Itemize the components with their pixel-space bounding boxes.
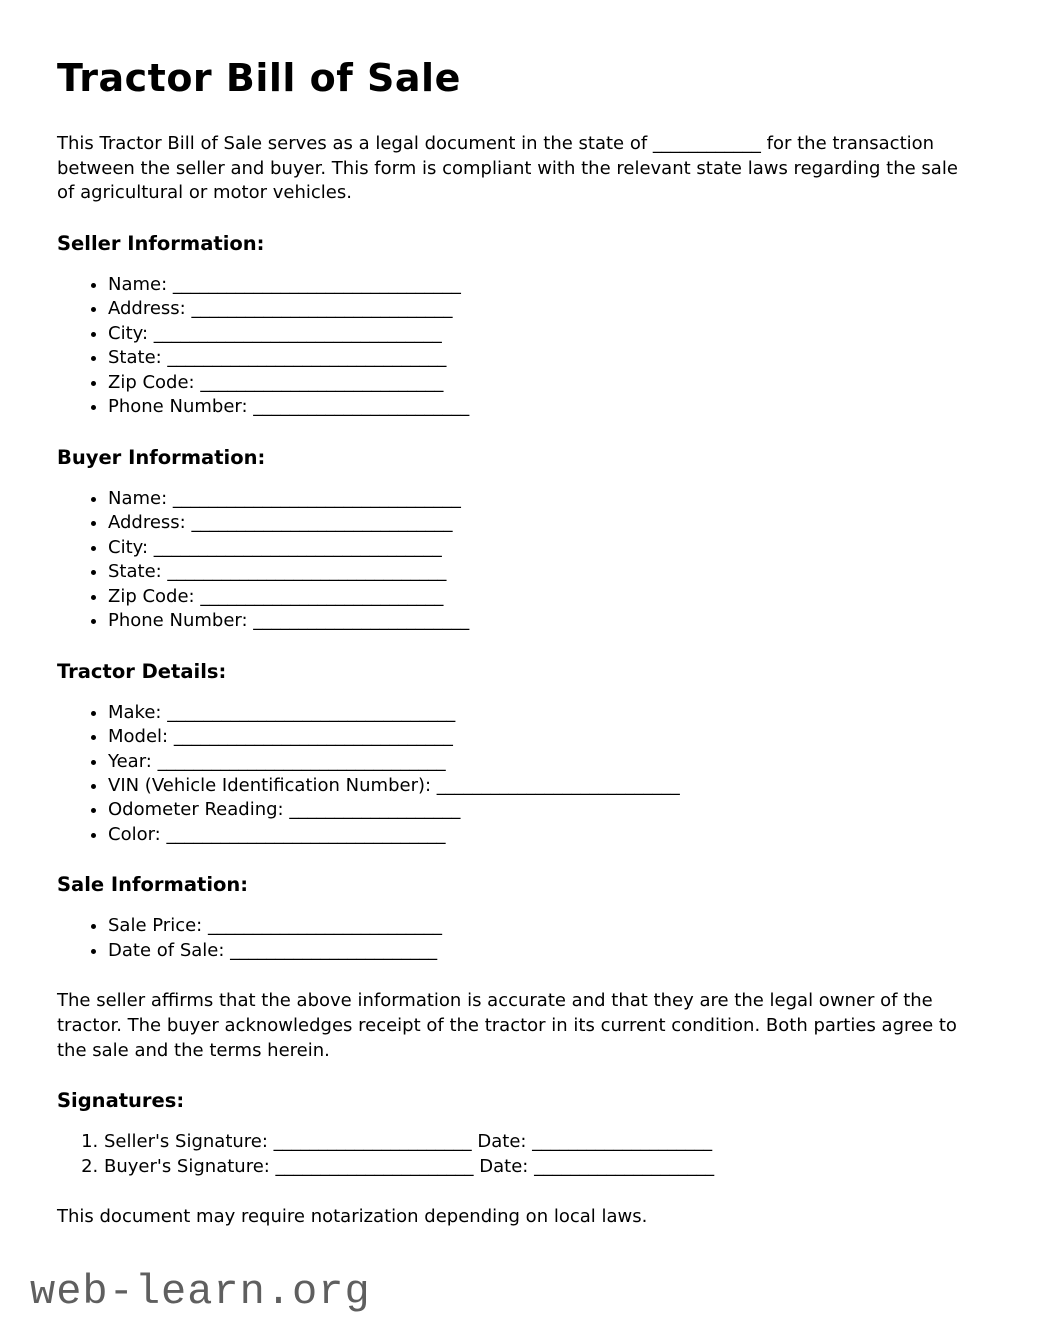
form-field-line: • VIN (Vehicle Identification Number): ___________________________ — [108, 774, 980, 798]
form-field-line: • Year: ________________________________ — [108, 750, 980, 774]
intro-paragraph: This Tractor Bill of Sale serves as a legal document in the state of ____________ for the transaction between the seller and buyer. This form is compliant with the relevant state laws regarding the sale of agricultural or motor vehicles. — [57, 133, 958, 204]
section-heading-signatures: Signatures: — [57, 1089, 185, 1113]
seller-information-list — [57, 273, 980, 420]
form-field-line: • Phone Number: ________________________ — [108, 609, 980, 633]
document-title: Tractor Bill of Sale — [57, 56, 461, 100]
form-field-line: • Name: ________________________________ — [108, 273, 980, 297]
section-heading-buyer-information: Buyer Information: — [57, 445, 266, 469]
form-field-line: 2. Buyer's Signature: ______________________ Date: ____________________ — [104, 1155, 980, 1179]
form-field-line: • Model: _______________________________ — [108, 725, 980, 749]
form-field-line: • City: ________________________________ — [108, 322, 980, 346]
form-field-line: • Make: ________________________________ — [108, 701, 980, 725]
section-heading-seller-information: Seller Information: — [57, 231, 265, 255]
form-field-line: • Color: _______________________________ — [108, 823, 980, 847]
watermark-web-learn-org: web-learn.org — [30, 1268, 371, 1316]
form-field-line: • Date of Sale: _______________________ — [108, 939, 980, 963]
notarization-note: This document may require notarization depending on local laws. — [57, 1206, 648, 1228]
form-field-line: • Odometer Reading: ___________________ — [108, 798, 980, 822]
sale-information-list — [57, 914, 980, 963]
form-field-line: 1. Seller's Signature: ______________________ Date: ____________________ — [104, 1130, 980, 1154]
signatures-list — [57, 1130, 980, 1179]
form-field-line: • Zip Code: ___________________________ — [108, 585, 980, 609]
buyer-information-list — [57, 487, 980, 634]
form-field-line: • Zip Code: ___________________________ — [108, 371, 980, 395]
form-field-line: • State: _______________________________ — [108, 560, 980, 584]
form-field-line: • Address: _____________________________ — [108, 511, 980, 535]
affirmation-paragraph: The seller affirms that the above information is accurate and that they are the legal owner of the tractor. The buyer acknowledges receipt of the tractor in its current condition. Both parties agree to the sale and the terms herein. — [57, 990, 957, 1061]
form-field-line: • Sale Price: __________________________ — [108, 914, 980, 938]
section-heading-tractor-details: Tractor Details: — [57, 659, 227, 683]
form-field-line: • Phone Number: ________________________ — [108, 395, 980, 419]
form-field-line: • State: _______________________________ — [108, 346, 980, 370]
form-field-line: • Address: _____________________________ — [108, 297, 980, 321]
form-field-line: • City: ________________________________ — [108, 536, 980, 560]
form-field-line: • Name: ________________________________ — [108, 487, 980, 511]
tractor-details-list — [57, 701, 980, 848]
section-heading-sale-information: Sale Information: — [57, 873, 249, 897]
